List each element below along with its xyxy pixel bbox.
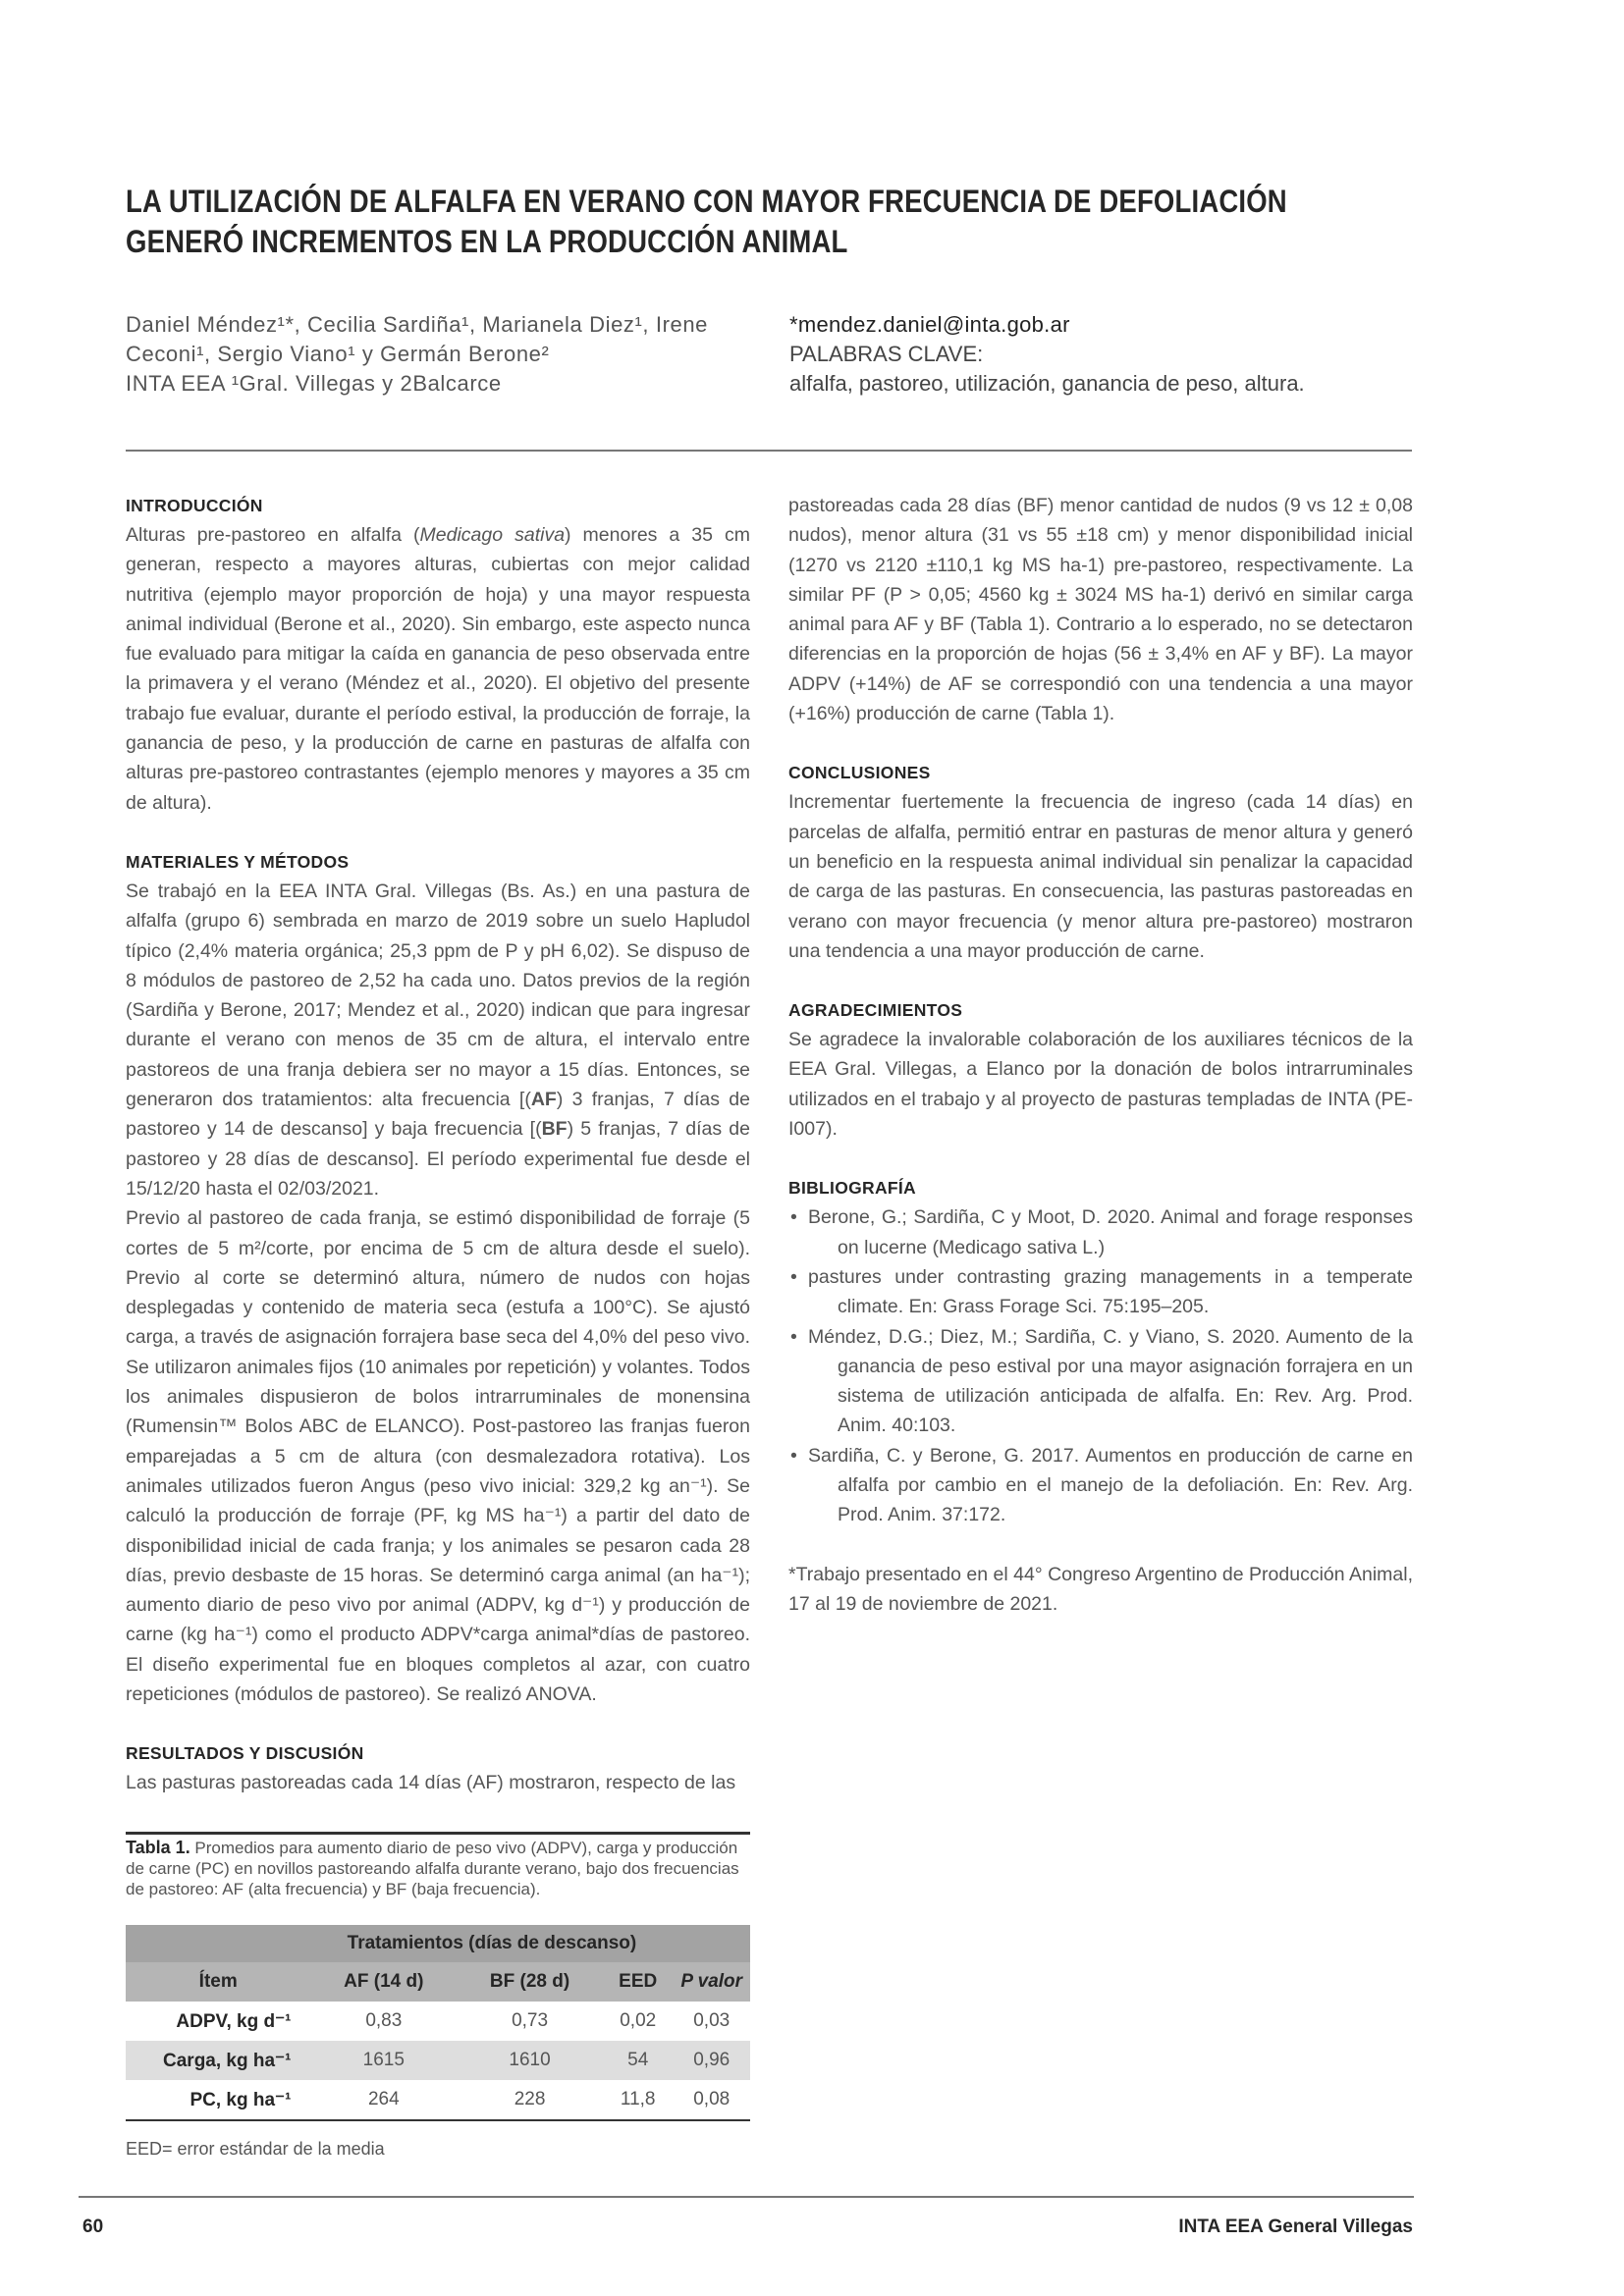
cell-bf: 1610 <box>457 2041 603 2080</box>
acknowledgements-heading: AGRADECIMIENTOS <box>788 1000 963 1021</box>
col-header-pvalor-text: P valor <box>680 1971 743 1992</box>
author-email[interactable]: *mendez.daniel@inta.gob.ar <box>789 312 1070 337</box>
cell-bf: 228 <box>514 2089 546 2109</box>
bibliography-text: Méndez, D.G.; Diez, M.; Sardiña, C. y Viano, S. 2020. Aumento de la ganancia de peso estival por una mayor asignación forrajera en un sistema de utilización anticipada de alfalfa. En: Rev. Arg. Prod. Anim. 40:103. <box>808 1325 1413 1437</box>
footer-divider <box>79 2196 1414 2198</box>
bullet-icon: • <box>790 1265 797 1288</box>
species-name: Medicago sativa <box>419 524 566 546</box>
col-header-bf: BF (28 d) <box>457 1962 603 2002</box>
bibliography-item <box>788 1322 1413 1441</box>
table-top-rule <box>126 1832 750 1835</box>
table-1 <box>126 1832 750 2160</box>
cell-p: 0,96 <box>673 2041 750 2080</box>
table-label: Tabla 1. <box>126 1838 190 1857</box>
intro-paragraph <box>126 520 750 818</box>
cell-bf: 0,73 <box>512 2010 549 2031</box>
intro-text-a: Alturas pre-pastoreo en alfalfa ( <box>126 524 420 546</box>
row-item: Carga, kg ha⁻¹ <box>126 2041 310 2080</box>
bibliography-item <box>788 1202 1413 1262</box>
authors-line-2: Ceconi¹, Sergio Viano¹ y Germán Berone² <box>126 342 550 366</box>
table-note: EED= error estándar de la media <box>126 2139 385 2159</box>
intro-text-b: ) menores a 35 cm generan, respecto a mayores alturas, cubiertas con mejor calidad nutritiva (ejemplo mayor proporción de hoja) y una mayor respuesta animal individual (Berone et al., 2020). Sin embargo, este aspecto nunca fue evaluado para mitigar la caída en ganancia de peso observada entre la primavera y el verano (Méndez et al., 2020). El objetivo del presente trabajo fue evaluar, durante el período estival, la producción de forraje, la ganancia de peso, y la producción de carne en pasturas de alfalfa con alturas pre-pastoreo contrastantes (ejemplo menores y mayores a 35 cm de altura). <box>126 524 750 814</box>
row-item: PC, kg ha⁻¹ <box>189 2089 292 2110</box>
bibliography-text: pastures under contrasting grazing managements in a temperate climate. En: Grass Forage Sci. 75:195–205. <box>808 1265 1413 1318</box>
footer-organization: INTA EEA General Villegas <box>1178 2216 1413 2237</box>
results-paragraph-left: Las pasturas pastoreadas cada 14 días (AF) mostraron, respecto de las <box>126 1772 736 1794</box>
cell-p: 0,03 <box>693 2010 731 2031</box>
cell-af: 0,83 <box>365 2010 403 2031</box>
methods-text-c: ) 5 franjas, 7 días de pastoreo y 28 días de descanso]. El período experimental fue desde el 15/12/20 hasta el 02/03/2021. <box>126 1118 750 1200</box>
keywords: alfalfa, pastoreo, utilización, ganancia de peso, altura. <box>789 371 1305 396</box>
table-caption-text: Promedios para aumento diario de peso vivo (ADPV), carga y producción de carne (PC) en novillos pastoreando alfalfa durante verano, bajo dos frecuencias de pastoreo: AF (alta frecuencia) y BF (baja frecuencia). <box>126 1839 739 1898</box>
keywords-label: PALABRAS CLAVE: <box>789 342 984 366</box>
right-column <box>788 491 1413 1619</box>
authors-block <box>126 310 764 399</box>
cell-p: 0,08 <box>693 2089 731 2109</box>
left-column <box>126 491 750 1798</box>
cell-af: 264 <box>367 2089 400 2109</box>
table-group-header: Tratamientos (días de descanso) <box>310 1925 673 1962</box>
table-bottom-rule <box>126 2119 750 2121</box>
article-title-line-2: GENERÓ INCREMENTOS EN LA PRODUCCIÓN ANIMAL <box>126 224 848 259</box>
bibliography-item <box>788 1262 1413 1322</box>
affiliation: INTA EEA ¹Gral. Villegas y 2Balcarce <box>126 371 502 396</box>
cell-af: 1615 <box>310 2041 457 2080</box>
col-header-pvalor <box>673 1962 750 2002</box>
intro-heading: INTRODUCCIÓN <box>126 496 263 515</box>
methods-text-b: ) 3 franjas, 7 días de pastoreo y 14 de descanso] y baja frecuencia [( <box>126 1089 750 1141</box>
bibliography-heading: BIBLIOGRAFÍA <box>788 1178 916 1199</box>
table-group-spacer-right <box>673 1925 750 1962</box>
conference-footnote: *Trabajo presentado en el 44° Congreso Argentino de Producción Animal, 17 al 19 de noviembre de 2021. <box>788 1563 1413 1615</box>
methods-paragraph-1 <box>126 877 750 1203</box>
col-header-af: AF (14 d) <box>310 1962 457 2002</box>
results-table <box>126 1925 750 2119</box>
article-title <box>126 182 1287 262</box>
conclusions-paragraph: Incrementar fuertemente la frecuencia de ingreso (cada 14 días) en parcelas de alfalfa, permitió entrar en pasturas de menor altura y generó un beneficio en la respuesta animal individual sin penalizar la capacidad de carga de las pasturas. En consecuencia, las pasturas pastoreadas en verano con mayor frecuencia (y menor altura pre-pastoreo) mostraron una tendencia a una mayor producción de carne. <box>788 791 1413 962</box>
conclusions-heading: CONCLUSIONES <box>788 763 931 783</box>
bibliography-item <box>788 1441 1413 1530</box>
contact-block <box>789 310 1437 399</box>
table-group-spacer <box>126 1925 310 1962</box>
bullet-icon: • <box>790 1206 797 1229</box>
col-header-eed: EED <box>603 1962 674 2002</box>
methods-paragraph-2: Previo al pastoreo de cada franja, se estimó disponibilidad de forraje (5 cortes de 5 m²/corte, por encima de 5 cm de altura desde el suelo). Previo al corte se determinó altura, número de nudos con hojas desplegadas y contenido de materia seca (estufa a 100°C). Se ajustó carga, a través de asignación forrajera base seca del 4,0% del peso vivo. Se utilizaron animales fijos (10 animales por repetición) y volantes. Todos los animales dispusieron de bolos intrarruminales de monensina (Rumensin™ Bolos ABC de ELANCO). Post-pastoreo las franjas fueron emparejadas a 5 cm de altura (con desmalezadora rotativa). Los animales utilizados fueron Angus (peso vivo inicial: 329,2 kg an⁻¹). Se calculó la producción de forraje (PF, kg MS ha⁻¹) a partir del dato de disponibilidad inicial de cada franja; y los animales se pesaron cada 28 días, previo desbaste de 15 horas. Se determinó carga animal (an ha⁻¹); aumento diario de peso vivo por animal (ADPV, kg d⁻¹) y producción de carne (kg ha⁻¹) como el producto ADPV*carga animal*días de pastoreo. El diseño experimental fue en bloques completos al azar, con cuatro repeticiones (módulos de pastoreo). Se realizó ANOVA. <box>126 1207 750 1705</box>
col-header-item: Ítem <box>126 1962 310 2002</box>
cell-eed: 11,8 <box>620 2089 656 2109</box>
table-row <box>126 2080 750 2119</box>
treatment-bf: BF <box>541 1118 568 1141</box>
row-item: ADPV, kg d⁻¹ <box>176 2010 292 2032</box>
results-heading: RESULTADOS Y DISCUSIÓN <box>126 1743 364 1764</box>
cell-eed: 0,02 <box>620 2010 657 2031</box>
article-title-line-1: LA UTILIZACIÓN DE ALFALFA EN VERANO CON MAYOR FRECUENCIA DE DEFOLIACIÓN <box>126 184 1287 219</box>
bibliography-text: Berone, G.; Sardiña, C y Moot, D. 2020. Animal and forage responses on lucerne (Medicago sativa L.) <box>808 1206 1413 1258</box>
methods-text-a: Se trabajó en la EEA INTA Gral. Villegas (Bs. As.) en una pastura de alfalfa (grupo 6) sembrada en marzo de 2019 sobre un suelo Hapludol típico (2,4% materia orgánica; 25,3 ppm de P y pH 6,02). Se dispuso de 8 módulos de pastoreo de 2,52 ha cada uno. Datos previos de la región (Sardiña y Berone, 2017; Mendez et al., 2020) indican que para ingresar durante el verano con menos de 35 cm de altura, el intervalo entre pastoreos de una franja debiera ser no mayor a 15 días. Entonces, se generaron dos tratamientos: alta frecuencia [( <box>126 880 750 1111</box>
bullet-icon: • <box>790 1325 797 1348</box>
treatment-af: AF <box>530 1089 557 1111</box>
results-paragraph-right: pastoreadas cada 28 días (BF) menor cantidad de nudos (9 vs 12 ± 0,08 nudos), menor altura (31 vs 55 ±18 cm) y menor disponibilidad inicial (1270 vs 2120 ±110,1 kg MS ha-1) pre-pastoreo, respectivamente. La similar PF (P > 0,05; 4560 kg ± 3024 MS ha-1) derivó en similar carga animal para AF y BF (Tabla 1). Contrario a lo esperado, no se detectaron diferencias en la proporción de hojas (56 ± 3,4% en AF y BF). La mayor ADPV (+14%) de AF se correspondió con una tendencia a una mayor (+16%) producción de carne (Tabla 1). <box>788 495 1413 725</box>
cell-eed: 54 <box>603 2041 674 2080</box>
table-row <box>126 2041 750 2080</box>
page-number: 60 <box>82 2216 104 2237</box>
authors-line-1: Daniel Méndez¹*, Cecilia Sardiña¹, Marianela Diez¹, Irene <box>126 312 708 337</box>
acknowledgements-paragraph: Se agradece la invalorable colaboración de los auxiliares técnicos de la EEA Gral. Villegas, a Elanco por la donación de bolos intrarruminales utilizados en el trabajo y al proyecto de pasturas templadas de INTA (PE-I007). <box>788 1029 1413 1141</box>
table-row <box>126 2002 750 2041</box>
bibliography-text: Sardiña, C. y Berone, G. 2017. Aumentos en producción de carne en alfalfa por cambio en el manejo de la defoliación. En: Rev. Arg. Prod. Anim. 37:172. <box>808 1444 1413 1526</box>
header-divider <box>126 450 1412 452</box>
table-caption <box>126 1838 750 1899</box>
methods-heading: MATERIALES Y MÉTODOS <box>126 851 350 872</box>
bullet-icon: • <box>790 1444 797 1467</box>
